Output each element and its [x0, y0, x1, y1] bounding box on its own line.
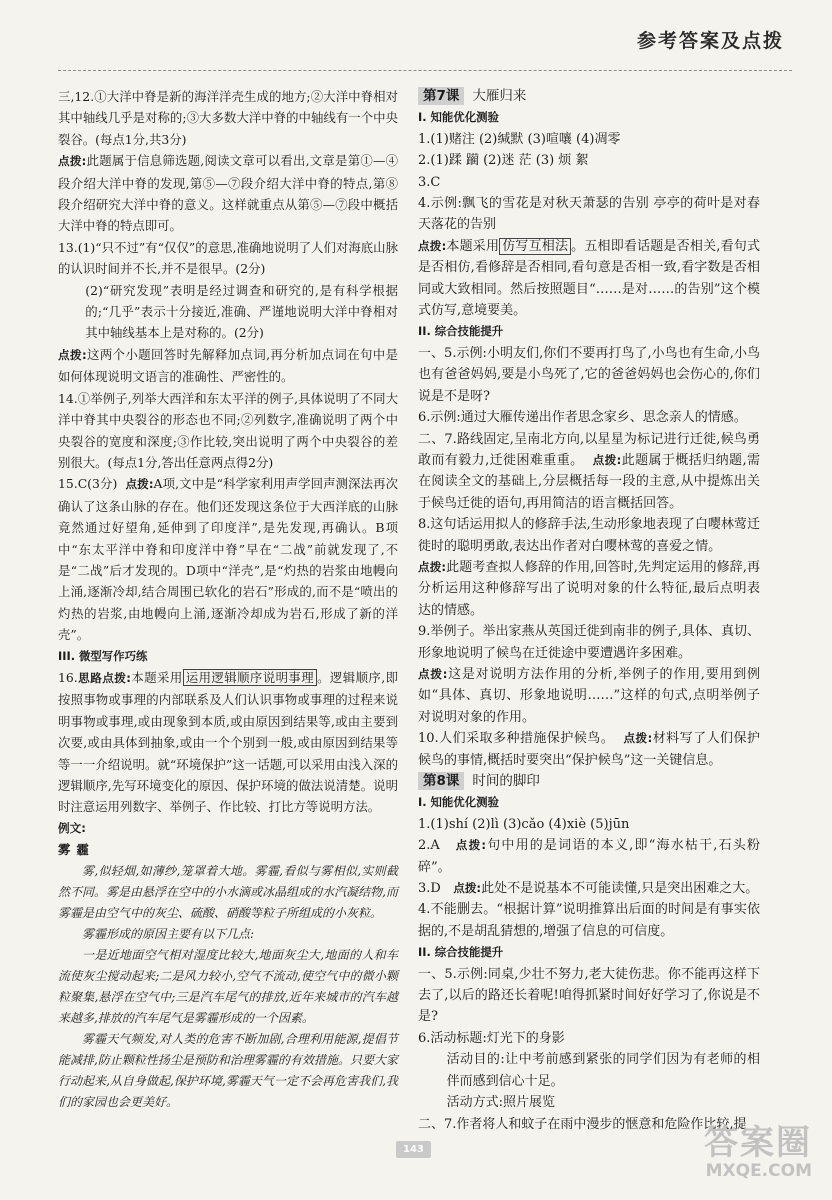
answer-l7-q8: 8.这句话运用拟人的修辞手法,生动形象地表现了白嘤林莺迁徙时的聪明勇敢,表达出作者对白嘤林莺的喜爱之情。 [418, 517, 760, 554]
answer-l8-q2: 2.A 点拨:句中用的是词语的本义,即“海水枯干,石头粉碎”。 [418, 838, 760, 875]
answer-l7-q6: 6.示例:通过大雁传递出作者思念家乡、思念亲人的情感。 [418, 410, 747, 426]
answer-q12: 三,12.①大洋中脊是新的海洋洋壳生成的地方;②大洋中脊相对其中轴线几乎是对称的;③大多数大洋中脊的中轴线有一个中央裂谷。(每点1分,共3分) [58, 89, 398, 147]
answer-l7-q5: 一、5.示例:小明友们,你们不要再打鸟了,小鸟也有生命,小鸟也有爸爸妈妈,要是小鸟死了,它的爸爸妈妈也会伤心的,你们说是不是呀? [418, 345, 760, 404]
answer-q13-1: 13.(1)“只不过”有“仅仅”的意思,准确地说明了人们对海底山脉的认识时间并不长,并不是很早。(2分) [58, 239, 398, 277]
tip-q13: 点拨:这两个小题回答时先解释加点词,再分析加点词在句中是如何体现说明文语言的准确性、严密性的。 [58, 346, 398, 385]
essay-paragraph: 雾霾形成的原因主要有以下几点: [82, 926, 255, 941]
answer-q16: 16.思路点拨:本题采用 运用逻辑顺序说明事理 。逻辑顺序,即按照事物或事理的内部联系及人们认识事物或事理的过程来说明事物或事理,或由现象到本质,或由原因到结果等,或由主要到次要,或由具体到抽象,或由一个个别到一般,或由原因到结果等等一一介绍说明。就“环境保护”这一话题,可以采用由浅入深的逻辑顺序,先写环境变化的原因、保护环境的做法说清楚。说明时注意运用列数字、举例子、作比较、打比方等说明方法。 [58, 669, 399, 815]
page-number: 143 [396, 1141, 431, 1158]
section-l8-skills: II. 综合技能提升 [418, 945, 504, 960]
answer-l7-q9: 9.举例子。举出家燕从英国迁徙到南非的例子,具体、真切、形象地说明了候鸟在迁徙途中要遭遇许多困难。 [418, 624, 760, 661]
answer-l8-q4: 4.不能删去。“根据计算”说明推算出后面的时间是有事实依据的,不是胡乱猜想的,增强了信息的可信度。 [418, 902, 760, 939]
answer-l7-q4: 4.示例:飘飞的雪花是对秋天萧瑟的告别 亭亭的荷叶是对春天落花的告别 [418, 196, 760, 233]
essay-title: 雾霾 [58, 842, 95, 858]
answer-q14: 14.①举例子,列举大西洋和东太平洋的例子,具体说明了不同大洋中脊其中央裂谷的形态也不同;②列数字,准确说明了两个中央裂谷的宽度和深度;③作比较,突出说明了两个中央裂谷的差别很大。(每点1分,答出任意两点得2分) [58, 390, 398, 470]
answer-l8-q6-purpose: 活动目的:让中考前感到紧张的同学们因为有老师的相伴而感到信心十足。 [446, 1052, 760, 1089]
page-header-title: 参考答案及点拨 [636, 30, 784, 52]
tip-l7-q4: 点拨:本题采用 仿写互相法 。五相即看话题是否相关,看句式是否相仿,看修辞是否相同,看句意是否相一致,看字数是否相同或大致相同。然后按照题目“……是对……的告别”这个模式仿写,意境要美。 [418, 238, 760, 319]
example-essay [58, 861, 398, 1113]
section-l7-knowledge-test: I. 知能优化测验 [418, 110, 499, 125]
essay-paragraph: 雾,似轻烟,如薄纱,笼罩着大地。雾霾,看似与雾相似,实则截然不同。雾是由悬浮在空中的小水滴或冰晶组成的水汽凝结物,而雾霾是由空气中的灰尘、硫酸、硝酸等粒子所组成的小灰粒。 [58, 863, 398, 920]
watermark-url: MXQE.COM [705, 1161, 812, 1181]
answer-l8-q6-method: 活动方式:照片展览 [446, 1095, 555, 1111]
answer-q13-2: (2)“研究发现”表明是经过调查和研究的,是有科学根据的;“几乎”表示十分接近,准确、严谨地说明大洋中脊相对其中轴线基本上是对称的。(2分) [85, 282, 398, 341]
answer-l7-q2: 2.(1)蹂 躏 (2)迷 茫 (3) 烦 絮 [418, 153, 589, 169]
lesson-7-heading: 第7课 大雁归来 [418, 86, 760, 107]
essay-paragraph: 雾霾天气频发,对人类的危害不断加剧,合理利用能源,提倡节能减排,防止颗粒性扬尘是预防和治理雾霾的有效措施。只要大家行动起来,从自身做起,保护环境,雾霾天气一定不会再危害我们,我们的家园也会更美好。 [58, 1031, 398, 1109]
tip-l7-q9: 点拨:这是对说明方法作用的分析,举例子的作用,要用到例如“具体、真切、形象地说明……”这样的句式,点明举例子对说明对象的作用。 [418, 666, 760, 725]
tip-l7-q8: 点拨:此题考查拟人修辞的作用,回答时,先判定运用的修辞,再分析运用这种修辞写出了说明对象的什么特征,最后点明表达的情感。 [418, 559, 760, 618]
right-column [418, 86, 760, 1135]
lesson-8-heading: 第8课 时间的脚印 [418, 771, 760, 792]
answer-l8-q3: 3.D 点拨:此处不是说基本不可能读懂,只是突出困难之大。 [418, 881, 759, 897]
section-l8-knowledge-test: I. 知能优化测验 [418, 795, 499, 810]
answer-l8-q5: 一、5.示例:同桌,少壮不努力,老大徒伤悲。你不能再这样下去了,以后的路还长着呢!咱得抓紧时间好好学习了,你说是不是? [418, 966, 760, 1025]
example-label: 例文: [58, 820, 86, 835]
tip-q12: 点拨:此题属于信息筛选题,阅读文章可以看出,文章是第①—④段介绍大洋中脊的发现,第⑤—⑦段介绍大洋中脊的特点,第⑧段介绍研究大洋中脊的意义。这样就重点从第⑤—⑦段中概括大洋中脊的特点即可。 [58, 153, 398, 234]
header-divider [58, 70, 792, 71]
left-column [58, 86, 398, 1113]
answer-l8-q6: 6.活动标题:灯光下的身影 [418, 1030, 565, 1046]
essay-paragraph: 一是近地面空气相对湿度比较大,地面灰尘大,地面的人和车流使灰尘搅动起来;二是风力较小,空气不流动,使空气中的微小颗粒聚集,悬浮在空气中;三是汽车尾气的排放,近年来城市的汽车越来越多,排放的汽车尾气是雾霾形成的一个因素。 [58, 947, 398, 1025]
watermark-text: 答案圈 [704, 1123, 812, 1163]
section-writing-practice: III. 微型写作巧练 [58, 648, 148, 663]
answer-l8-q7: 二、7.作者将人和蚊子在雨中漫步的惬意和危险作比较,提 [418, 1116, 747, 1132]
answer-l7-q7: 二、7.路线固定,呈南北方向,以星星为标记进行迁徙,候鸟勇敢而有毅力,迁徙困难重重。 点拨:此题属于概括归纳题,需在阅读全文的基础上,分层概括每一段的主意,从中提炼出关于候鸟迁徙的语句,再用简洁的语言概括回答。 [418, 431, 760, 511]
answer-l8-q1: 1.(1)shí (2)lì (3)cǎo (4)xiè (5)jūn [418, 816, 630, 832]
answer-l7-q1: 1.(1)赌注 (2)缄默 (3)喧嚷 (4)凋零 [418, 131, 621, 147]
watermark-logo [704, 1123, 812, 1182]
answer-q15: 15.C(3分) 点拨:A项,文中是“科学家利用声学回声测深法再次确认了这条山脉的存在。他们还发现这条位于大西洋底的山脉竟然通过好望角,延伸到了印度洋”,是先发现,再确认。B项中“东太平洋中脊和印度洋中脊”早在“二战”前就发现了,不是“二战”后才发现的。D项中“洋壳”,是“灼热的岩浆由地幔向上涌,逐渐冷却,结合周围已软化的岩石”形成的,而不是“喷出的灼热的岩浆,由地幔向上涌,逐渐冷却成为岩石,形成了新的洋壳”。 [58, 476, 398, 643]
answer-l7-q10: 10.人们采取多种措施保护候鸟。 点拨:材料写了人们保护候鸟的事情,概括时要突出“保护候鸟”这一关键信息。 [418, 731, 760, 768]
answer-l7-q3: 3.C [418, 174, 441, 190]
section-l7-skills: II. 综合技能提升 [418, 324, 504, 339]
